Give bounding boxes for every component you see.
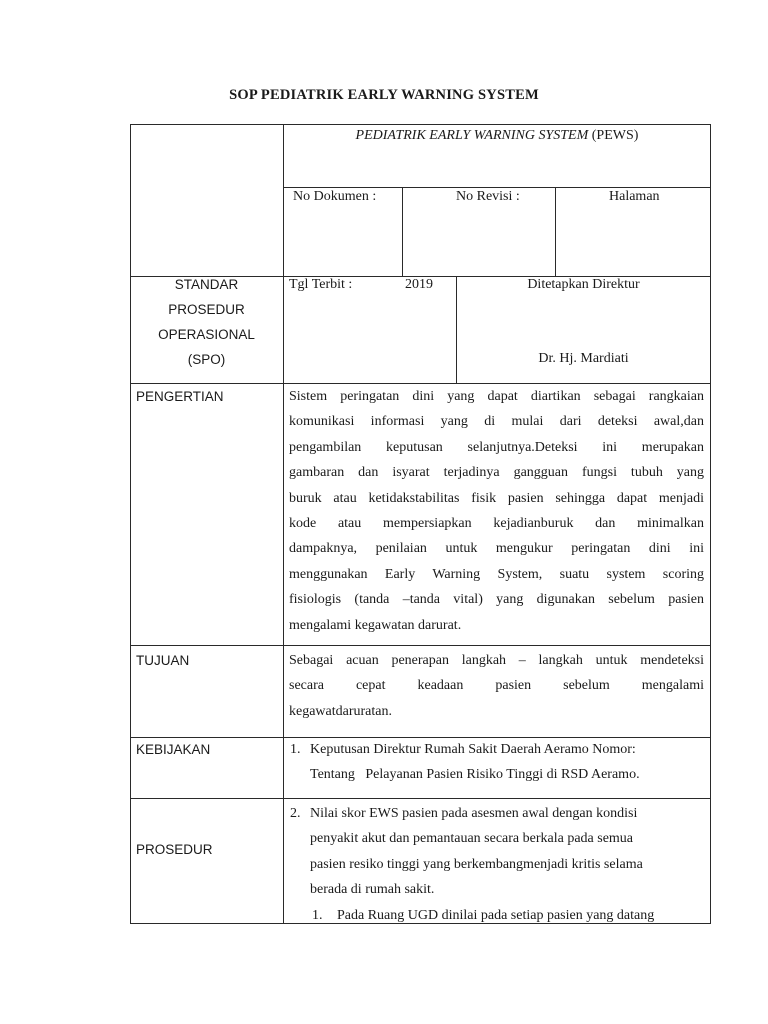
- spo-line: STANDAR: [174, 277, 239, 292]
- pengertian-text: [289, 384, 704, 638]
- text-line: Sistem peringatan dini yang dapat diartikan sebagai rangkaian: [289, 389, 704, 404]
- row-divider-pengertian: [130, 645, 711, 646]
- text-line: Sebagai acuan penerapan langkah – langkah untuk mendeteksi: [289, 653, 704, 668]
- halaman-label: Halaman: [609, 189, 660, 204]
- text-line: gambaran dan isyarat terjadinya gangguan fungsi tubuh yang: [289, 465, 704, 481]
- text-line: Keputusan Direktur Rumah Sakit Daerah Aeramo Nomor:: [310, 742, 636, 757]
- text-line: komunikasi informasi yang di mulai dari deteksi awal,dan: [289, 414, 704, 430]
- section-label-kebijakan: KEBIJAKAN: [136, 742, 211, 757]
- text-line: kegawatdaruratan.: [289, 703, 392, 719]
- pews-title-italic: PEDIATRIK EARLY WARNING SYSTEM: [355, 128, 589, 143]
- sop-table: [130, 124, 711, 924]
- section-label-prosedur: PROSEDUR: [136, 842, 213, 857]
- direktur-name: Dr. Hj. Mardiati: [538, 351, 629, 366]
- text-line: menggunakan Early Warning System, suatu system scoring: [289, 566, 704, 582]
- row-divider-kebijakan: [130, 798, 711, 799]
- text-line: pasien resiko tinggi yang berkembangmenjadi kritis selama: [310, 856, 643, 872]
- text-line: secara cepat keadaan pasien sebelum mengalami: [289, 678, 704, 694]
- pews-title: [284, 123, 710, 148]
- text-line: dampaknya, penilaian untuk mengukur peringatan dini ini: [289, 541, 704, 557]
- text-line: kode atau mempersiapkan kejadianburuk dan minimalkan: [289, 515, 704, 531]
- cell-divider-1: [402, 187, 403, 276]
- prosedur-sub-number: 1.: [312, 908, 323, 923]
- spo-line: (SPO): [187, 352, 226, 367]
- prosedur-number: 2.: [290, 806, 301, 821]
- section-label-pengertian: PENGERTIAN: [136, 389, 224, 404]
- document-title: SOP PEDIATRIK EARLY WARNING SYSTEM: [229, 87, 539, 103]
- spo-line: OPERASIONAL: [158, 327, 255, 342]
- text-line: Nilai skor EWS pasien pada asesmen awal dengan kondisi: [310, 806, 638, 821]
- prosedur-text: [310, 801, 710, 903]
- pews-title-abbr: (PEWS): [591, 128, 639, 143]
- spo-line: PROSEDUR: [168, 302, 245, 317]
- no-revisi-label: No Revisi :: [456, 189, 520, 204]
- kebijakan-number: 1.: [290, 742, 301, 757]
- text-line: Tentang Pelayanan Pasien Risiko Tinggi di RSD Aeramo.: [310, 767, 640, 783]
- text-line: pengambilan keputusan selanjutnya.Deteksi ini merupakan: [289, 439, 704, 455]
- text-line: fisiologis (tanda –tanda vital) yang digunakan sebelum pasien: [289, 592, 704, 608]
- text-line: mengalami kegawatan darurat.: [289, 617, 462, 633]
- kebijakan-text: [310, 737, 710, 788]
- prosedur-sub-item: Pada Ruang UGD dinilai pada setiap pasien yang datang: [337, 908, 655, 923]
- tgl-terbit-label: Tgl Terbit :: [289, 277, 353, 292]
- text-line: berada di rumah sakit.: [310, 882, 435, 898]
- column-divider: [283, 124, 284, 924]
- table-border-right: [710, 124, 711, 924]
- text-line: buruk atau ketidakstabilitas fisik pasien sehingga dapat menjadi: [289, 490, 704, 506]
- text-line: penyakit akut dan pemantauan secara berkala pada semua: [310, 831, 634, 847]
- tujuan-text: [289, 648, 704, 724]
- section-label-tujuan: TUJUAN: [136, 653, 190, 668]
- spo-label: [130, 272, 283, 372]
- cell-divider-2: [555, 187, 556, 276]
- table-border-left: [130, 124, 131, 924]
- no-dokumen-label: No Dokumen :: [293, 189, 377, 204]
- tgl-terbit-value: 2019: [405, 277, 433, 292]
- ditetapkan-label: Ditetapkan Direktur: [527, 277, 640, 292]
